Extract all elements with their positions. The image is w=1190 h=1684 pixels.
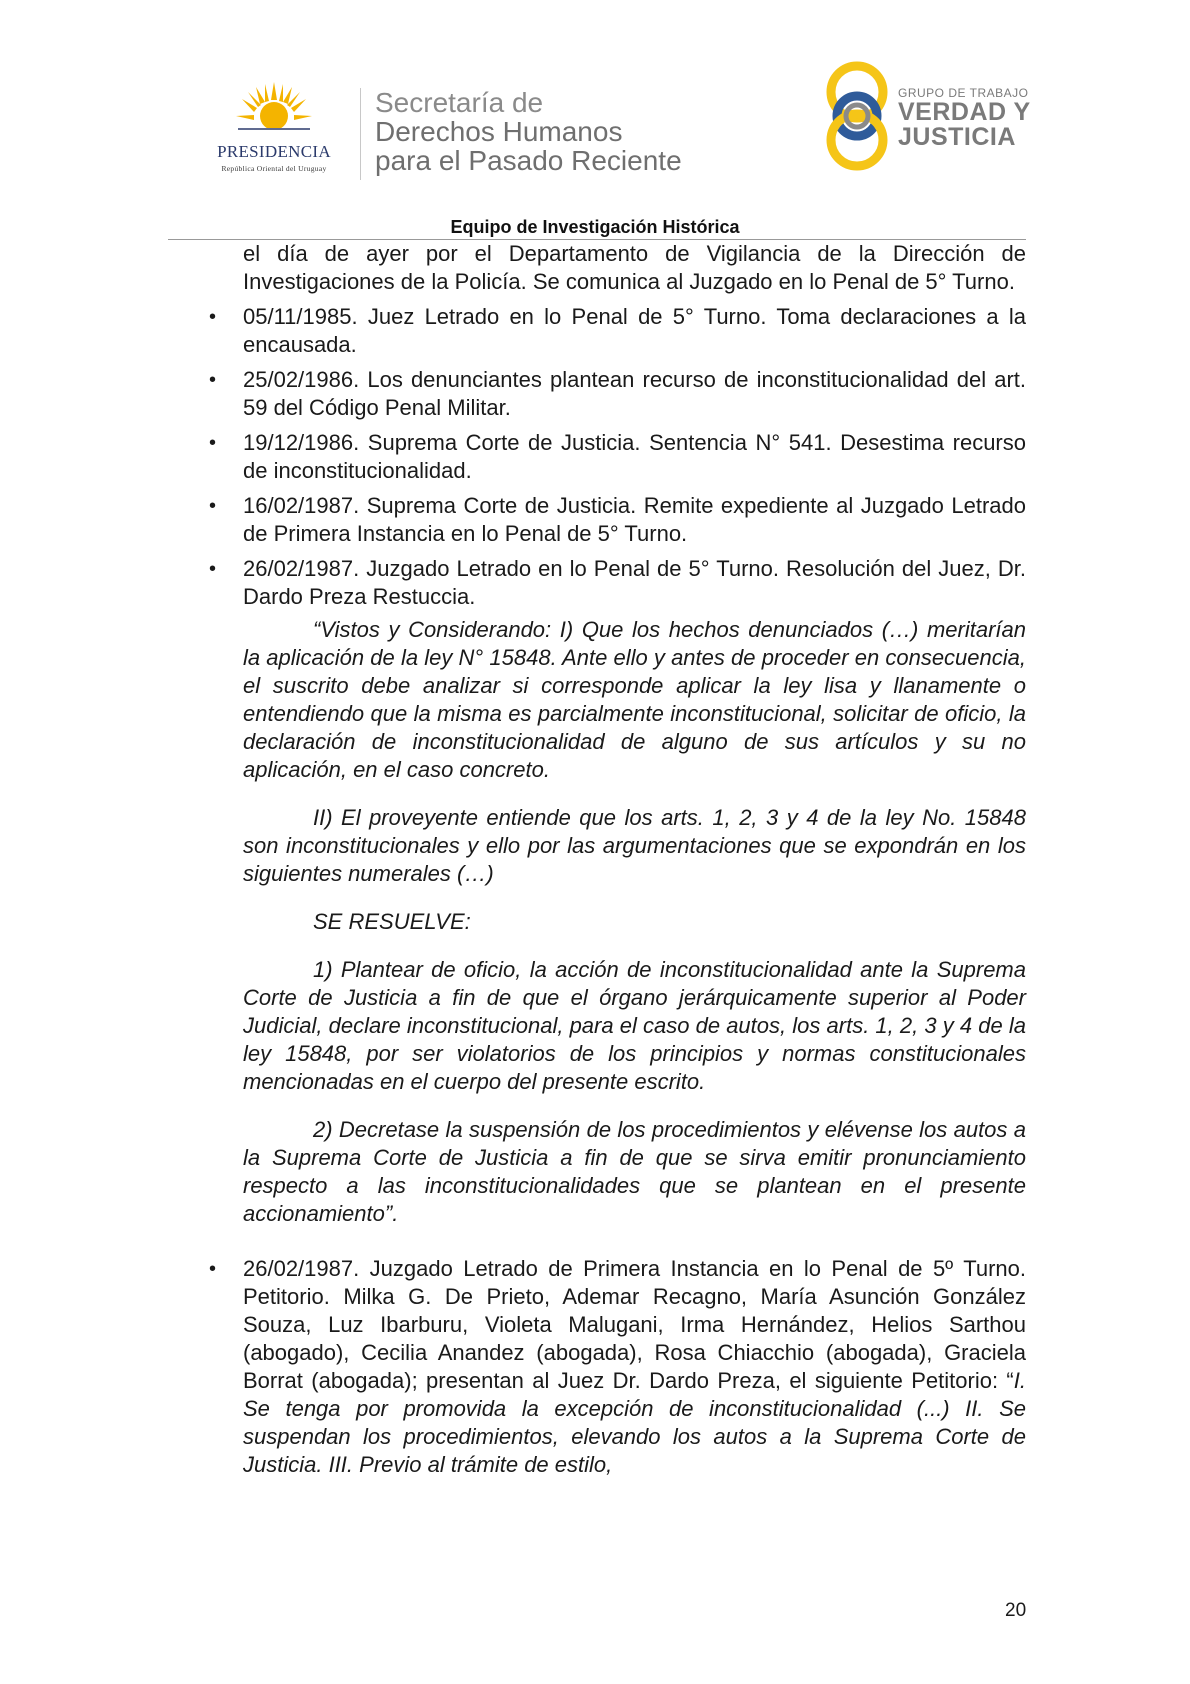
secretaria-title (375, 88, 682, 175)
gtvj-line-1: VERDAD Y (898, 98, 1031, 126)
list-item: • 25/02/1986. Los denunciantes plantean recurso de inconstitucionalidad del art. 59 del Código Penal Militar. (243, 366, 1026, 422)
presidencia-subtitle: República Oriental del Uruguay (221, 164, 327, 173)
header-divider (360, 88, 361, 180)
page-header (0, 0, 1190, 250)
timeline-list (243, 303, 1026, 611)
quote-considerando: “Vistos y Considerando: I) Que los hechos denunciados (…) meritarían la aplicación de la ley N° 15848. Ante ello y antes de proceder en consecuencia, el suscrito debe analizar si corresponde aplicar la ley lisa y llanamente o entendiendo que la misma es parcialmente inconstitucional, solicitar de oficio, la declaración de inconstitucionalidad de alguno de sus artículos y su no aplicación, en el caso concreto. (243, 617, 1026, 782)
document-body (243, 240, 1026, 1479)
sun-emblem-icon (232, 80, 316, 142)
verdad-justicia-rings-icon (822, 58, 892, 174)
secretaria-line-2: Derechos Humanos (375, 116, 623, 147)
timeline-list-continued (243, 1255, 1026, 1479)
team-heading: Equipo de Investigación Histórica (450, 217, 740, 237)
petitorio-quote: I. Se tenga por promovida la excepción de inconstitucionalidad (...) II. Se suspendan los procedimientos, elevando los autos a la Suprema Corte de Justicia. III. Previo al trámite de estilo, (243, 1368, 1026, 1477)
verdad-justicia-wordmark (898, 86, 1031, 150)
list-item: • 19/12/1986. Suprema Corte de Justicia. Sentencia N° 541. Desestima recurso de inconstitucionalidad. (243, 429, 1026, 485)
list-item: • 05/11/1985. Juez Letrado en lo Penal de 5° Turno. Toma declaraciones a la encausada. (243, 303, 1026, 359)
presidencia-logo (198, 80, 350, 180)
secretaria-line-1: Secretaría de (375, 87, 544, 118)
intro-paragraph: el día de ayer por el Departamento de Vigilancia de la Dirección de Investigaciones de la Policía. Se comunica al Juzgado en lo Penal de 5° Turno. (243, 241, 1026, 294)
quote-resolution-1: 1) Plantear de oficio, la acción de inconstitucionalidad ante la Suprema Corte de Justicia a fin de que el órgano jerárquicamente superior al Poder Judicial, declare inconstitucional, para el caso de autos, los arts. 1, 2, 3 y 4 de la ley 15848, por ser violatorios de los principios y normas constitucionales mencionadas en el cuerpo del presente escrito. (243, 957, 1026, 1094)
secretaria-line-3: para el Pasado Reciente (375, 145, 682, 176)
list-item (243, 1255, 1026, 1479)
gtvj-small-label: GRUPO DE TRABAJO (898, 86, 1029, 100)
list-item: • 26/02/1987. Juzgado Letrado en lo Penal de 5° Turno. Resolución del Juez, Dr. Dardo Preza Restuccia. (243, 555, 1026, 611)
quote-proveyente: II) El proveyente entiende que los arts. 1, 2, 3 y 4 de la ley No. 15848 son inconstitucionales y ello por las argumentaciones que se expondrán en los siguientes numerales (…) (243, 805, 1026, 886)
gtvj-line-2: JUSTICIA (898, 123, 1016, 151)
quote-se-resuelve: SE RESUELVE: (313, 909, 471, 934)
list-item: • 16/02/1987. Suprema Corte de Justicia. Remite expediente al Juzgado Letrado de Primera Instancia en lo Penal de 5° Turno. (243, 492, 1026, 548)
petitorio-text: 26/02/1987. Juzgado Letrado de Primera Instancia en lo Penal de 5º Turno. Petitorio. Milka G. De Prieto, Ademar Recagno, María Asunción González Souza, Luz Ibarburu, Violeta Malugani, Irma Hernández, Helios Sarthou (abogado), Cecilia Anandez (abogada), Rosa Chiacchio (abogada), Graciela Borrat (abogada); presentan al Juez Dr. Dardo Preza, el siguiente Petitorio: “ (243, 1256, 1026, 1393)
presidencia-name: PRESIDENCIA (217, 142, 331, 161)
page-number: 20 (1005, 1600, 1027, 1621)
quote-resolution-2: 2) Decretase la suspensión de los procedimientos y elévense los autos a la Suprema Corte de Justicia a fin de que se sirva emitir pronunciamiento respecto a las inconstitucionalidades que se plantean en el presente accionamiento”. (243, 1117, 1026, 1226)
